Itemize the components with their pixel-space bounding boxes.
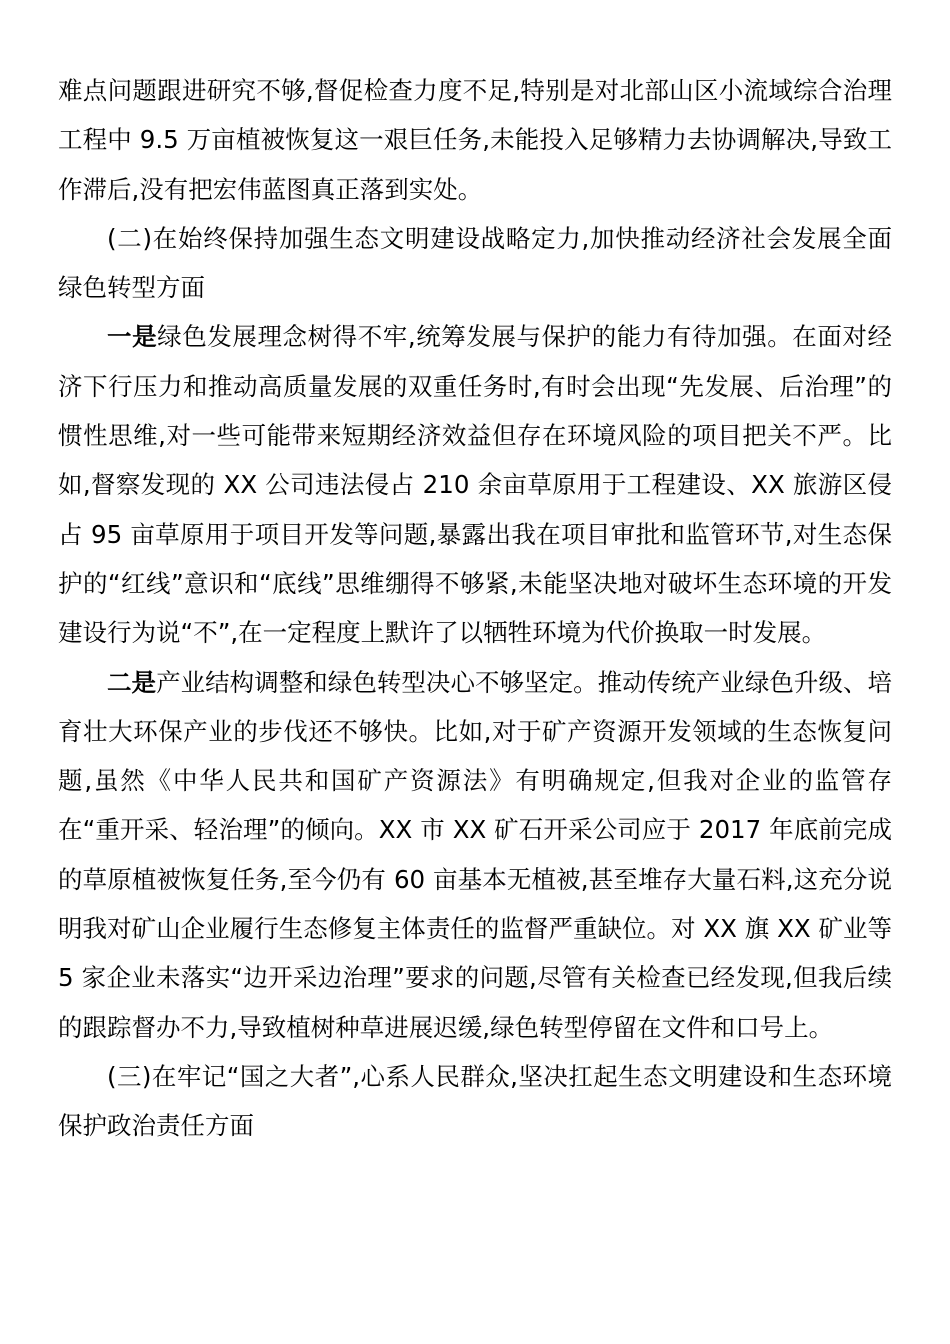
paragraph-point-2 bbox=[58, 658, 892, 1052]
paragraph-text: 绿色发展理念树得不牢,统筹发展与保护的能力有待加强。在面对经济下行压力和推动高质量发展的双重任务时,有时会出现“先发展、后治理”的惯性思维,对一些可能带来短期经济效益但存在环境风险的项目把关不严。比如,督察发现的 XX 公司违法侵占 210 余亩草原用于工程建设、XX 旅游区侵占 95 亩草原用于项目开发等问题,暴露出我在项目审批和监管环节,对生态保护的“红线”意识和“底线”思维绷得不够紧,未能坚决地对破坏生态环境的开发建设行为说“不”,在一定程度上默许了以牺牲环境为代价换取一时发展。 bbox=[58, 322, 893, 648]
section-heading-3 bbox=[58, 1052, 892, 1151]
heading-text: (三)在牢记“国之大者”,心系人民群众,坚决扛起生态文明建设和生态环境保护政治责任方面 bbox=[58, 1061, 892, 1141]
paragraph-text: 难点问题跟进研究不够,督促检查力度不足,特别是对北部山区小流域综合治理工程中 9.5 万亩植被恢复这一艰巨任务,未能投入足够精力去协调解决,导致工作滞后,没有把宏伟蓝图真正落到实处。 bbox=[58, 76, 892, 204]
section-heading-2 bbox=[58, 214, 892, 313]
paragraph-continuation bbox=[58, 66, 892, 214]
point-lead: 一是 bbox=[107, 322, 158, 352]
paragraph-text: 产业结构调整和绿色转型决心不够坚定。推动传统产业绿色升级、培育壮大环保产业的步伐还不够快。比如,对于矿产资源开发领域的生态恢复问题,虽然《中华人民共和国矿产资源法》有明确规定,但我对企业的监管存在“重开采、轻治理”的倾向。XX 市 XX 矿石开采公司应于 2017 年底前完成的草原植被恢复任务,至今仍有 60 亩基本无植被,甚至堆存大量石料,这充分说明我对矿山企业履行生态修复主体责任的监督严重缺位。对 XX 旗 XX 矿业等 5 家企业未落实“边开采边治理”要求的问题,尽管有关检查已经发现,但我后续的跟踪督办不力,导致植树种草进展迟缓,绿色转型停留在文件和口号上。 bbox=[58, 667, 893, 1042]
document-page bbox=[58, 66, 892, 1151]
heading-text: (二)在始终保持加强生态文明建设战略定力,加快推动经济社会发展全面绿色转型方面 bbox=[58, 223, 892, 303]
paragraph-point-1 bbox=[58, 312, 892, 657]
point-lead: 二是 bbox=[107, 667, 157, 697]
